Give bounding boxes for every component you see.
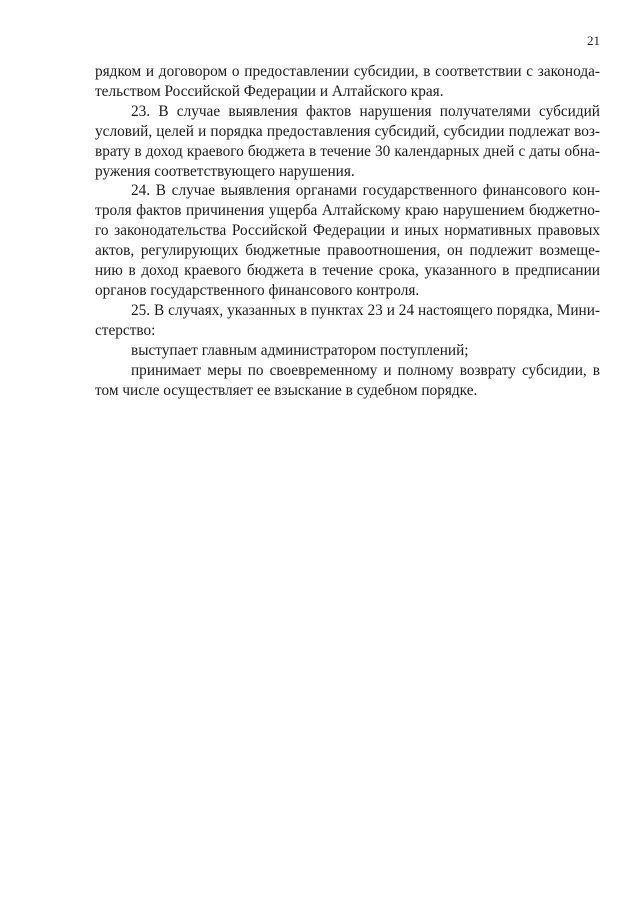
clause-23-line: 23. В случае выявления фактов нарушения получателями субсидий	[131, 102, 600, 120]
text-line: рядком и договором о предоставлении субсидии, в соответствии с законода-	[95, 63, 600, 80]
text-line: тельством Российской Федерации и Алтайского края.	[95, 82, 444, 100]
text-line: нию в доход краевого бюджета в течение срока, указанного в предписании	[95, 262, 600, 280]
text-line: ружения соответствующего нарушения.	[95, 162, 355, 180]
document-body	[95, 62, 600, 400]
duty-item-line: выступает главным администратором поступлений;	[131, 341, 469, 359]
text-line: актов, регулирующих бюджетные правоотношения, он подлежит возмеще-	[95, 242, 600, 260]
text-line: том числе осуществляет ее взыскание в судебном порядке.	[95, 381, 478, 399]
text-line: органов государственного финансового контроля.	[95, 281, 420, 299]
clause-24-line: 24. В случае выявления органами государственного финансового кон-	[131, 182, 600, 200]
text-line: троля фактов причинения ущерба Алтайскому краю нарушением бюджетно-	[95, 202, 600, 220]
text-line: условий, целей и порядка предоставления субсидий, субсидии подлежат воз-	[95, 122, 600, 140]
duty-item-line: принимает меры по своевременному и полному возврату субсидии, в	[131, 361, 600, 379]
clause-25-line: 25. В случаях, указанных в пунктах 23 и 24 настоящего порядка, Мини-	[131, 301, 600, 319]
text-line: го законодательства Российской Федерации и иных нормативных правовых	[95, 222, 600, 240]
text-line: врату в доход краевого бюджета в течение 30 календарных дней с даты обна-	[95, 142, 600, 160]
page-number: 21	[587, 33, 600, 48]
text-line: стерство:	[95, 321, 156, 339]
